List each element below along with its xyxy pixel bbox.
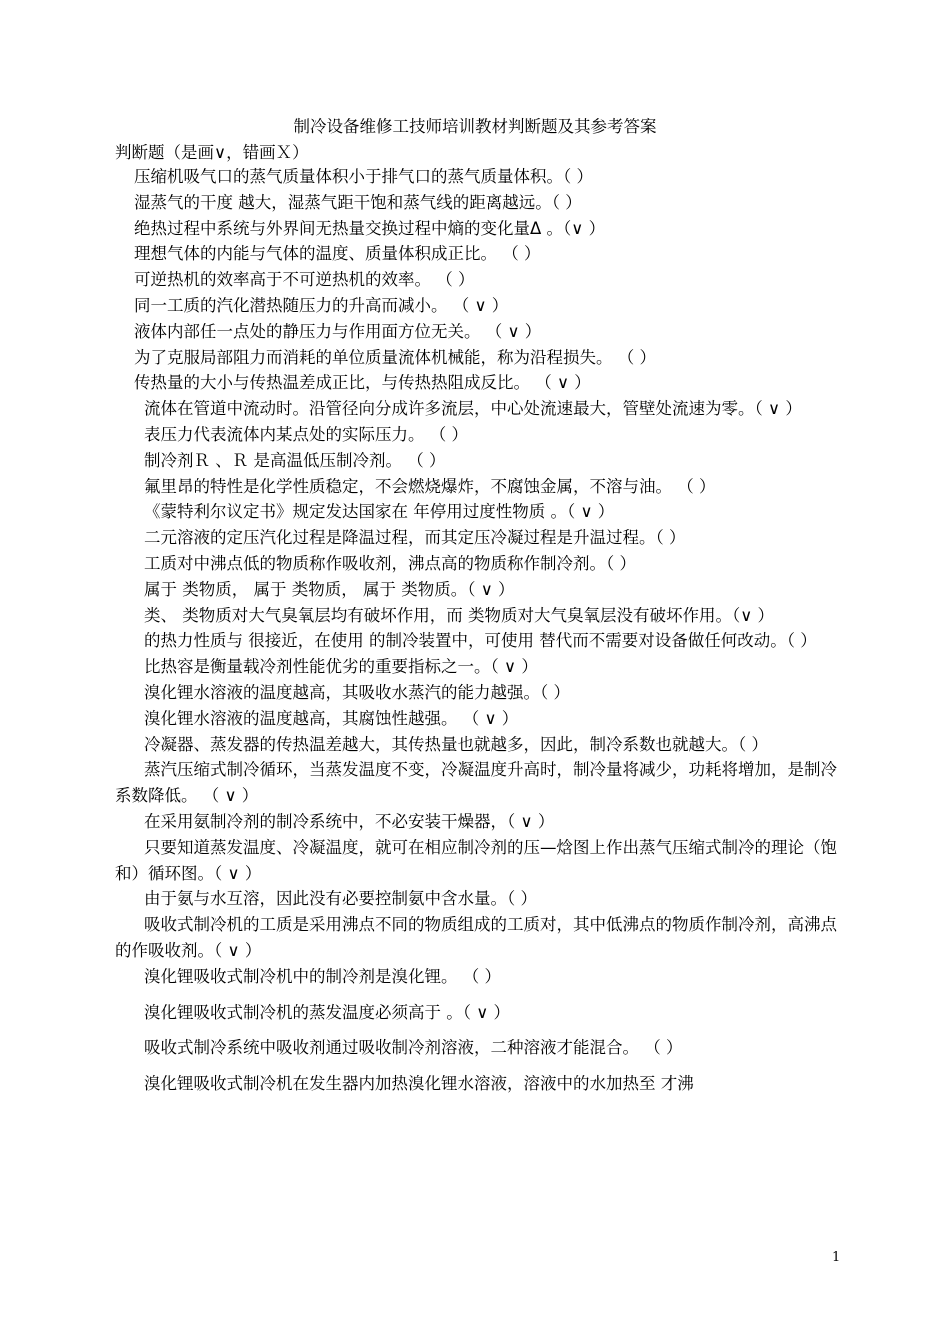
question-item: 压缩机吸气口的蒸气质量体积小于排气口的蒸气质量体积。（ ） bbox=[134, 167, 593, 186]
question-item: 吸收式制冷系统中吸收剂通过吸收制冷剂溶液，二种溶液才能混合。 （ ） bbox=[144, 1038, 683, 1058]
question-item: 理想气体的内能与气体的温度、质量体积成正比。 （ ） bbox=[134, 244, 541, 264]
question-item: 二元溶液的定压汽化过程是降温过程，而其定压冷凝过程是升温过程。（ ） bbox=[144, 528, 686, 548]
question-item: 的热力性质与 很接近，在使用 的制冷装置中，可使用 替代而不需要对设备做任何改动。（ ） bbox=[144, 631, 817, 651]
question-item: 制冷剂Ｒ 、Ｒ 是高温低压制冷剂。 （ ） bbox=[144, 450, 446, 470]
question-item: 溴化锂吸收式制冷机中的制冷剂是溴化锂。 （ ） bbox=[144, 966, 501, 986]
question-item: 传热量的大小与传热温差成正比，与传热热阻成反比。 （ ∨ ） bbox=[134, 373, 591, 393]
question-item: 溴化锂吸收式制冷机的蒸发温度必须高于 。（ ∨ ） bbox=[144, 1002, 511, 1022]
question-item: 工质对中沸点低的物质称作吸收剂，沸点高的物质称作制冷剂。（ ） bbox=[144, 553, 636, 573]
question-item: 冷凝器、蒸发器的传热温差越大，其传热量也就越多，因此，制冷系数也就越大。（ ） bbox=[144, 734, 768, 754]
question-item: 类、 类物质对大气臭氧层均有破坏作用，而 类物质对大气臭氧层没有破坏作用。（∨ ） bbox=[144, 605, 775, 625]
question-item: 只要知道蒸发温度、冷凝温度，就可在相应制冷剂的压—焓图上作出蒸气压缩式制冷的理论（饱和）循环图。（ ∨ ） bbox=[115, 837, 837, 883]
question-item: 溴化锂吸收式制冷机在发生器内加热溴化锂水溶液，溶液中的水加热至 才沸 bbox=[144, 1074, 694, 1094]
question-item: 溴化锂水溶液的温度越高，其腐蚀性越强。 （ ∨ ） bbox=[144, 708, 519, 728]
question-item: 蒸汽压缩式制冷循环，当蒸发温度不变，冷凝温度升高时，制冷量将减少，功耗将增加，是制冷系数降低。 （ ∨ ） bbox=[115, 760, 837, 806]
question-item: 液体内部任一点处的静压力与作用面方位无关。 （ ∨ ） bbox=[134, 321, 542, 341]
question-item: 同一工质的汽化潜热随压力的升高而减小。 （ ∨ ） bbox=[134, 295, 509, 315]
section-heading: 判断题（是画∨，错画Ｘ） bbox=[115, 143, 309, 162]
question-item: 在采用氨制冷剂的制冷系统中，不必安装干燥器，（ ∨ ） bbox=[144, 811, 555, 831]
question-item: 流体在管道中流动时。沿管径向分成许多流层，中心处流速最大，管壁处流速为零。（ ∨ ） bbox=[144, 399, 802, 419]
question-item: 氟里昂的特性是化学性质稳定，不会燃烧爆炸，不腐蚀金属，不溶与油。 （ ） bbox=[144, 476, 716, 496]
question-item: 表压力代表流体内某点处的实际压力。 （ ） bbox=[144, 424, 468, 444]
question-item: 可逆热机的效率高于不可逆热机的效率。 （ ） bbox=[134, 270, 475, 290]
question-item: 吸收式制冷机的工质是采用沸点不同的物质组成的工质对，其中低沸点的物质作制冷剂，高沸点的作吸收剂。（ ∨ ） bbox=[115, 915, 837, 960]
document-title: 制冷设备维修工技师培训教材判断题及其参考答案 bbox=[293, 117, 657, 136]
question-item: 为了克服局部阻力而消耗的单位质量流体机械能，称为沿程损失。 （ ） bbox=[134, 347, 656, 367]
page-number: 1 bbox=[832, 1250, 841, 1265]
question-item: 属于 类物质， 属于 类物质， 属于 类物质。（ ∨ ） bbox=[144, 579, 515, 599]
question-list bbox=[115, 164, 837, 1097]
question-item: 湿蒸气的干度 越大，湿蒸气距干饱和蒸气线的距离越远。（ ） bbox=[134, 192, 582, 212]
question-item: 溴化锂水溶液的温度越高，其吸收水蒸汽的能力越强。（ ） bbox=[144, 682, 570, 702]
question-item: 比热容是衡量载冷剂性能优劣的重要指标之一。（ ∨ ） bbox=[144, 657, 538, 677]
question-item: 由于氨与水互溶，因此没有必要控制氨中含水量。（ ） bbox=[144, 889, 537, 909]
question-item: 绝热过程中系统与外界间无热量交换过程中熵的变化量Δ 。（∨ ） bbox=[134, 218, 606, 238]
question-item: 《蒙特利尔议定书》规定发达国家在 年停用过度性物质 。（ ∨ ） bbox=[144, 502, 615, 522]
